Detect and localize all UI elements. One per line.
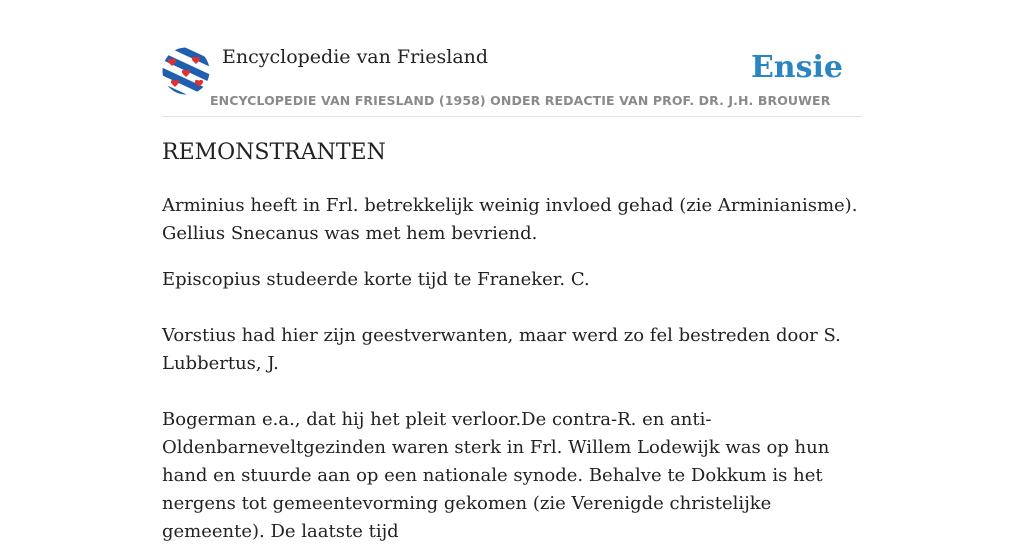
article-paragraph: Bogerman e.a., dat hij het pleit verloor.De contra-R. en anti-Oldenbarneveltgezinden waren sterk in Frl. Willem Lodewijk was op hun hand en stuurde aan op een nationale synode. Behalve te Dokkum is het nergens tot gemeentevorming gekomen (zie Verenigde christelijke gemeente). De laatste tijd	[162, 409, 830, 542]
frisian-flag-logo-icon[interactable]	[162, 47, 210, 95]
article-paragraph: Vorstius had hier zijn geestverwanten, maar werd zo fel bestreden door S. Lubbertus, J.	[162, 325, 841, 374]
article-body	[162, 192, 862, 546]
site-title[interactable]: Encyclopedie van Friesland	[222, 46, 489, 68]
site-subtitle: ENCYCLOPEDIE VAN FRIESLAND (1958) ONDER REDACTIE VAN PROF. DR. J.H. BROUWER	[210, 93, 831, 108]
site-header	[162, 0, 862, 117]
article-title: REMONSTRANTEN	[162, 140, 386, 165]
article-paragraph: Episcopius studeerde korte tijd te Franeker. C.	[162, 269, 590, 290]
ensie-brand-link[interactable]: Ensie	[750, 50, 843, 85]
page	[162, 0, 862, 542]
article-paragraph: Arminius heeft in Frl. betrekkelijk weinig invloed gehad (zie Arminianisme). Gellius Snecanus was met hem bevriend.	[162, 195, 858, 244]
